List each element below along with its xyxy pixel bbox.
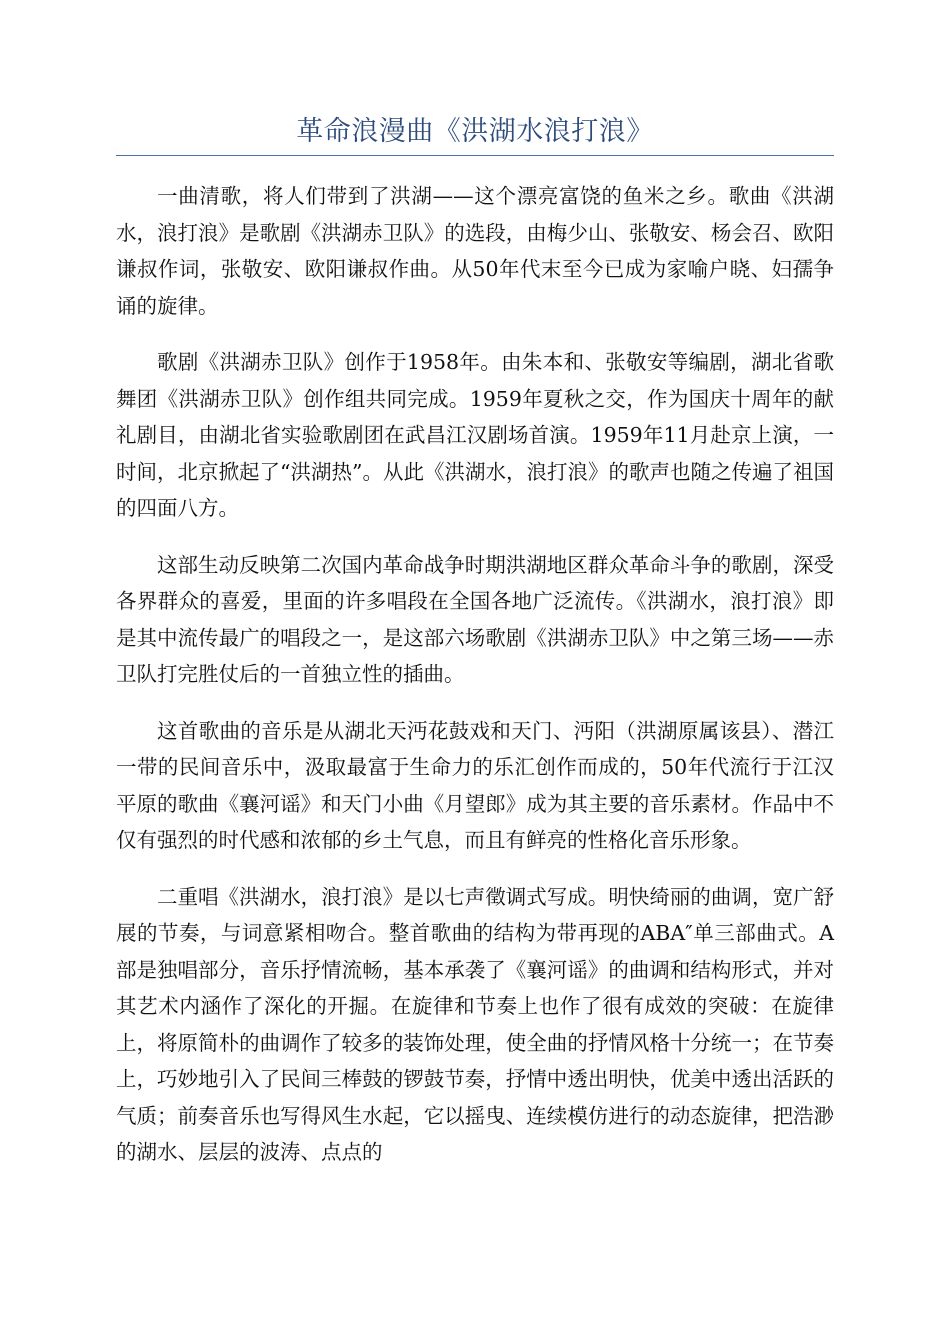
paragraph: 二重唱《洪湖水，浪打浪》是以七声徵调式写成。明快绮丽的曲调，宽广舒展的节奏，与词意紧相吻合。整首歌曲的结构为带再现的ABA″单三部曲式。A部是独唱部分，音乐抒情流畅，基本承袭了《襄河谣》的曲调和结构形式，并对其艺术内涵作了深化的开掘。在旋律和节奏上也作了很有成效的突破：在旋律上，将原简朴的曲调作了较多的装饰处理，使全曲的抒情风格十分统一；在节奏上，巧妙地引入了民间三棒鼓的锣鼓节奏，抒情中透出明快，优美中透出活跃的气质；前奏音乐也写得风生水起，它以摇曳、连续模仿进行的动态旋律，把浩渺的湖水、层层的波涛、点点的: [116, 884, 834, 1164]
title-underline: [116, 155, 834, 156]
page-title: 革命浪漫曲《洪湖水浪打浪》: [296, 116, 654, 147]
paragraph: 这部生动反映第二次国内革命战争时期洪湖地区群众革命斗争的歌剧，深受各界群众的喜爱，里面的许多唱段在全国各地广泛流传。《洪湖水，浪打浪》即是其中流传最广的唱段之一，是这部六场歌剧《洪湖赤卫队》中之第三场——赤卫队打完胜仗后的一首独立性的插曲。: [116, 552, 834, 686]
paragraph: 歌剧《洪湖赤卫队》创作于1958年。由朱本和、张敬安等编剧，湖北省歌舞团《洪湖赤卫队》创作组共同完成。1959年夏秋之交，作为国庆十周年的献礼剧目，由湖北省实验歌剧团在武昌江汉剧场首演。1959年11月赴京上演，一时间，北京掀起了“洪湖热”。从此《洪湖水，浪打浪》的歌声也随之传遍了祖国的四面八方。: [116, 350, 834, 520]
document-body: [116, 178, 834, 1191]
paragraph: 这首歌曲的音乐是从湖北天沔花鼓戏和天门、沔阳（洪湖原属该县）、潜江一带的民间音乐中，汲取最富于生命力的乐汇创作而成的，50年代流行于江汉平原的歌曲《襄河谣》和天门小曲《月望郎》成为其主要的音乐素材。作品中不仅有强烈的时代感和浓郁的乡土气息，而且有鲜亮的性格化音乐形象。: [116, 718, 834, 852]
paragraph: 一曲清歌，将人们带到了洪湖——这个漂亮富饶的鱼米之乡。歌曲《洪湖水，浪打浪》是歌剧《洪湖赤卫队》的选段，由梅少山、张敬安、杨会召、欧阳谦叔作词，张敬安、欧阳谦叔作曲。从50年代末至今已成为家喻户晓、妇孺争诵的旋律。: [116, 184, 834, 318]
